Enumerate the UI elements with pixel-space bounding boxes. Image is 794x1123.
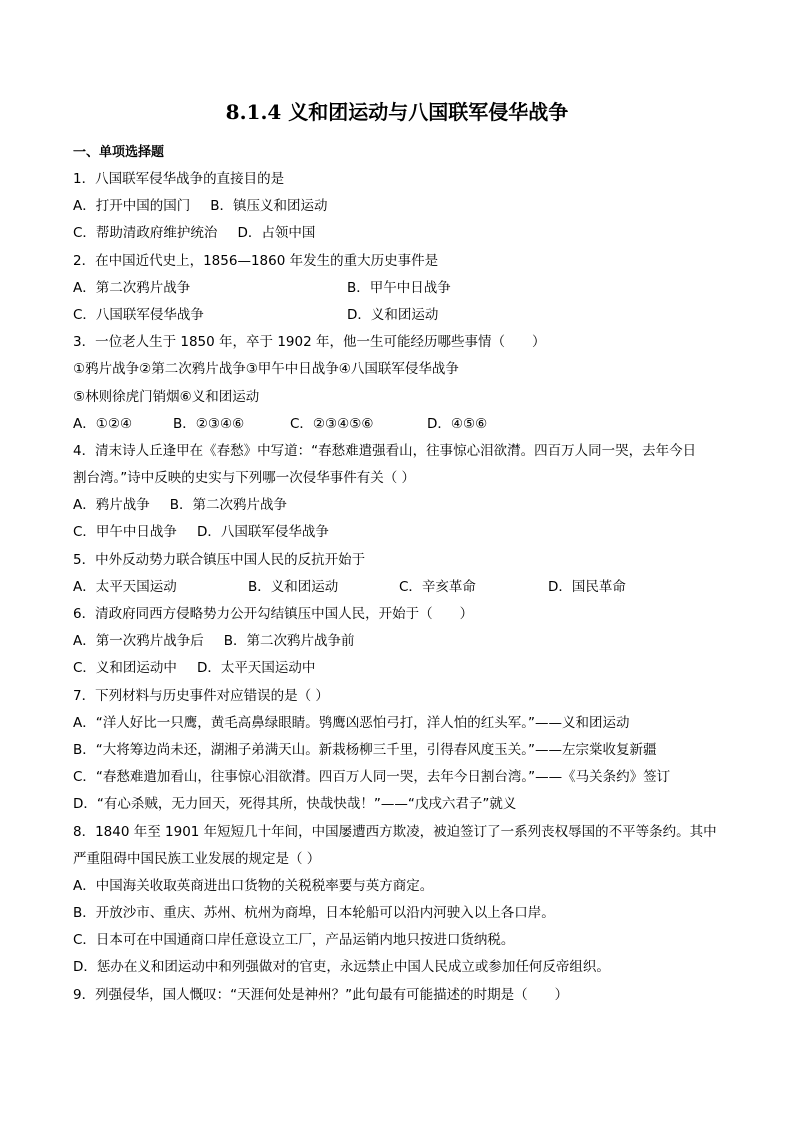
question-8-stem-line-1: 8．1840 年至 1901 年短短几十年间，中国屡遭西方欺凌，被迫签订了一系列丧权辱国的不平等条约。其中 bbox=[73, 823, 717, 840]
question-7-option-d: D．“有心杀贼，无力回天，死得其所，快哉快哉！”——“戊戌六君子”就义 bbox=[73, 796, 517, 813]
question-2-stem: 2．在中国近代史上，1856—1860 年发生的重大历史事件是 bbox=[73, 252, 439, 269]
question-1-option-b: B．镇压义和团运动 bbox=[210, 198, 328, 215]
question-5-option-b: B．义和团运动 bbox=[248, 578, 339, 595]
question-3-option-c: C．②③④⑤⑥ bbox=[290, 415, 374, 432]
question-4-stem-line-1: 4．清末诗人丘逢甲在《春愁》中写道：“春愁难遣强看山，往事惊心泪欲潸。四百万人同一哭，去年今日 bbox=[73, 442, 697, 459]
question-6-options-row-1 bbox=[73, 628, 723, 655]
question-6-option-a: A．第一次鸦片战争后 bbox=[73, 633, 204, 650]
question-4-option-c: C．甲午中日战争 bbox=[73, 524, 177, 541]
question-5-option-d: D．国民革命 bbox=[548, 578, 626, 595]
question-6-option-b: B．第二次鸦片战争前 bbox=[223, 633, 355, 650]
question-1-stem: 1．八国联军侵华战争的直接目的是 bbox=[73, 171, 285, 187]
question-3-items-1: ①鸦片战争②第二次鸦片战争③甲午中日战争④八国联军侵华战争 bbox=[73, 361, 459, 378]
question-6-option-d: D．太平天国运动中 bbox=[196, 660, 316, 677]
question-2-option-b: B．甲午中日战争 bbox=[347, 279, 451, 296]
question-9-stem: 9．列强侵华，国人慨叹：“天涯何处是神州？”此句最有可能描述的时期是（ ） bbox=[73, 986, 569, 1003]
question-2-option-a: A．第二次鸦片战争 bbox=[73, 279, 191, 296]
question-3-options bbox=[73, 411, 723, 438]
question-2-options-row-1 bbox=[73, 275, 723, 302]
question-list bbox=[73, 166, 723, 1009]
question-1-option-d: D．占领中国 bbox=[237, 225, 316, 242]
question-1-option-a: A．打开中国的国门 bbox=[73, 198, 191, 215]
question-2-options-row-2 bbox=[73, 302, 723, 329]
question-8-option-a: A．中国海关收取英商进出口货物的关税税率要与英方商定。 bbox=[73, 877, 434, 894]
question-5-options bbox=[73, 574, 723, 601]
question-6-option-c: C．义和团运动中 bbox=[73, 660, 177, 677]
section-heading: 一、单项选择题 bbox=[73, 145, 165, 160]
question-7-option-c: C．“春愁难遣加看山，往事惊心泪欲潸。四百万人同一哭，去年今日割台湾。”——《马关条约》签订 bbox=[73, 769, 671, 786]
question-8-option-d: D．惩办在义和团运动中和列强做对的官吏，永远禁止中国人民成立或参加任何反帝组织。 bbox=[73, 959, 610, 976]
question-7-option-b: B．“大将筹边尚未还，湖湘子弟满天山。新栽杨柳三千里，引得春风度玉关。”——左宗棠收复新疆 bbox=[73, 741, 657, 758]
question-3-option-d: D．④⑤⑥ bbox=[427, 415, 488, 432]
question-6-stem: 6．清政府同西方侵略势力公开勾结镇压中国人民，开始于（ ） bbox=[73, 606, 474, 622]
question-5-option-a: A．太平天国运动 bbox=[73, 578, 177, 595]
question-4-option-b: B．第二次鸦片战争 bbox=[169, 497, 288, 514]
question-4-stem-line-2: 割台湾。”诗中反映的史实与下列哪一次侵华事件有关（ ） bbox=[73, 470, 416, 487]
question-5-option-c: C．辛亥革命 bbox=[399, 578, 476, 595]
question-1-options-row-1 bbox=[73, 193, 723, 220]
question-6-options-row-2 bbox=[73, 655, 723, 682]
question-8-option-c: C．日本可在中国通商口岸任意设立工厂，产品运销内地只按进口货纳税。 bbox=[73, 932, 515, 949]
question-1-option-c: C．帮助清政府维护统治 bbox=[73, 225, 218, 242]
question-3-items-2: ⑤林则徐虎门销烟⑥义和团运动 bbox=[73, 388, 260, 405]
question-3-option-b: B．②③④⑥ bbox=[173, 415, 245, 432]
question-8-option-b: B．开放沙市、重庆、苏州、杭州为商埠，日本轮船可以沿内河驶入以上各口岸。 bbox=[73, 905, 555, 922]
question-2-option-d: D．义和团运动 bbox=[347, 306, 439, 323]
question-3-option-a: A．①②④ bbox=[73, 415, 133, 432]
question-2-option-c: C．八国联军侵华战争 bbox=[73, 306, 204, 323]
question-4-option-d: D．八国联军侵华战争 bbox=[196, 524, 329, 541]
question-7-stem: 7．下列材料与历史事件对应错误的是（ ） bbox=[73, 687, 329, 704]
question-8-stem-line-2: 严重阻碍中国民族工业发展的规定是（ ） bbox=[73, 850, 321, 867]
question-4-options-row-1 bbox=[73, 492, 723, 519]
question-3-stem: 3．一位老人生于 1850 年，卒于 1902 年，他一生可能经历哪些事情（ ） bbox=[73, 334, 546, 351]
question-4-options-row-2 bbox=[73, 519, 723, 546]
question-1-options-row-2 bbox=[73, 220, 723, 247]
page-title: 8.1.4 义和团运动与八国联军侵华战争 bbox=[225, 100, 569, 124]
question-4-option-a: A．鸦片战争 bbox=[73, 497, 150, 514]
question-5-stem: 5．中外反动势力联合镇压中国人民的反抗开始于 bbox=[73, 551, 366, 568]
question-7-option-a: A．“洋人好比一只鹰，黄毛高鼻绿眼睛。鸮鹰凶恶怕弓打，洋人怕的红头军。”——义和团运动 bbox=[73, 714, 630, 731]
